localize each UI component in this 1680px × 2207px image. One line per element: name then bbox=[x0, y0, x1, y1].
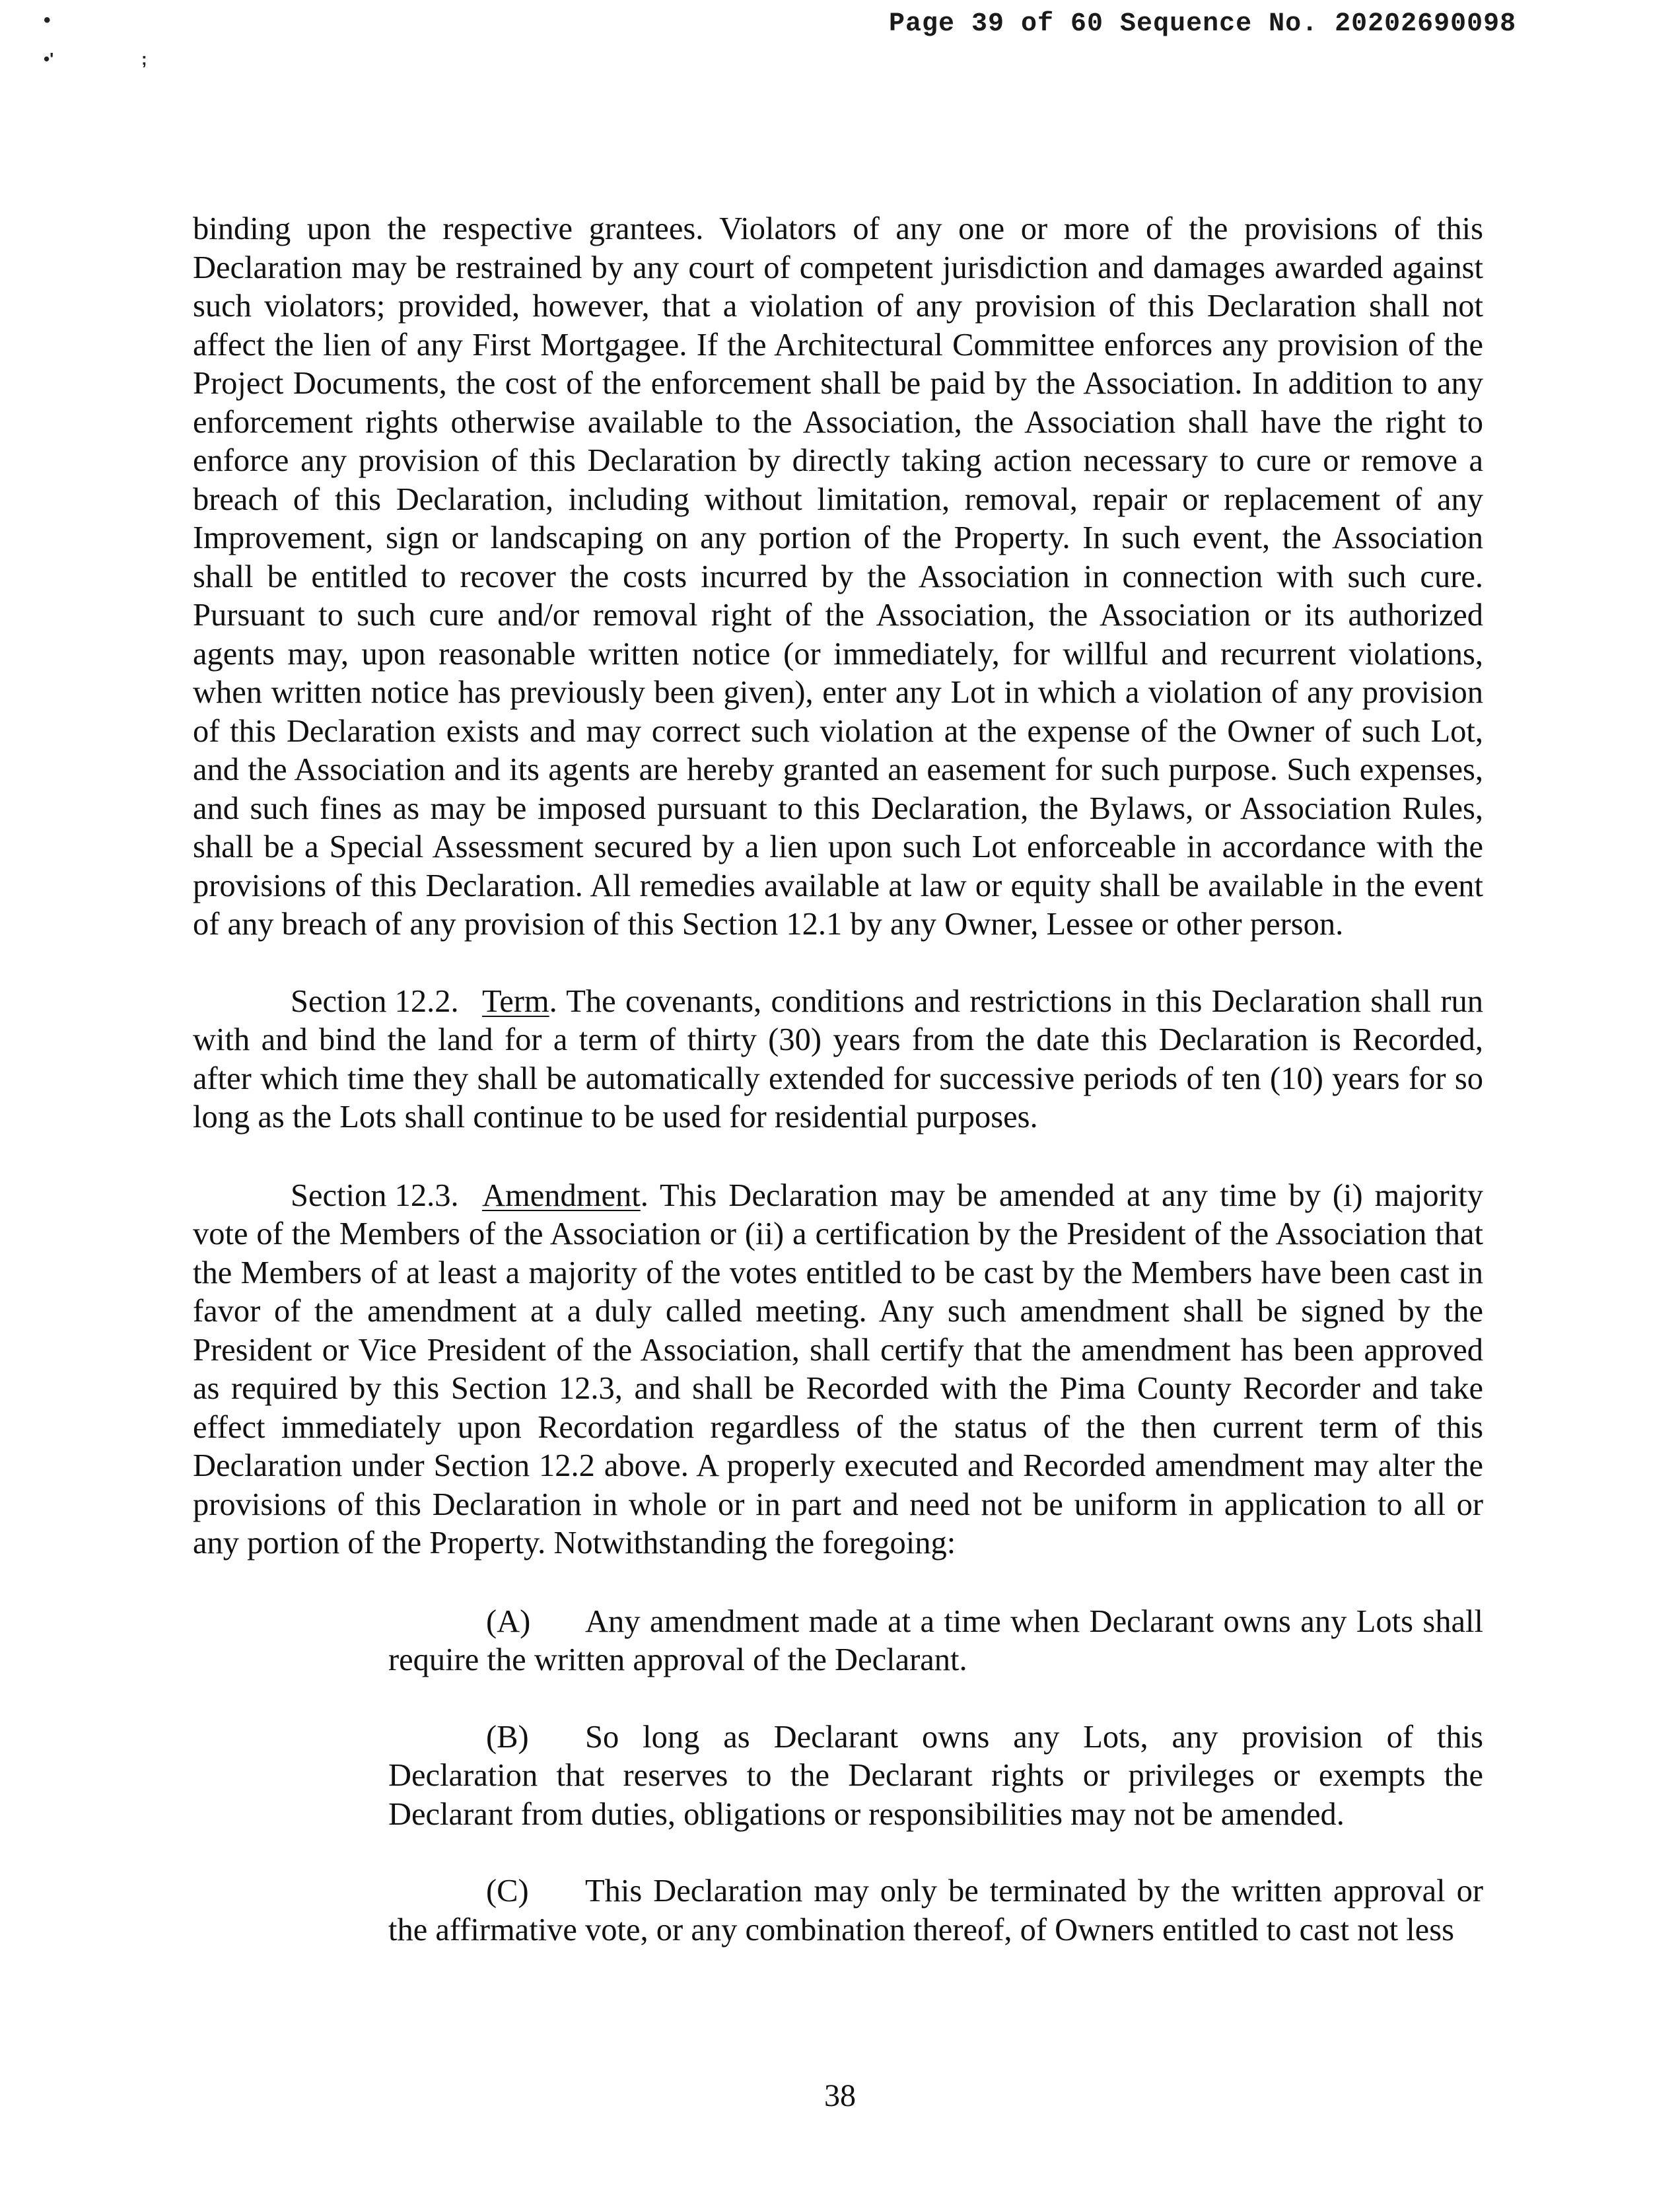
section-heading: Term bbox=[482, 983, 549, 1019]
subparagraph-label: (C) bbox=[486, 1874, 529, 1909]
page-sequence-stamp: Page 39 of 60 Sequence No. 20202690098 bbox=[889, 9, 1517, 39]
scan-mark: ; bbox=[141, 49, 147, 69]
section-number: Section 12.3. bbox=[291, 1177, 459, 1213]
subparagraph-c bbox=[388, 1872, 1483, 1949]
subparagraph-text: This Declaration may only be terminated by the written approval or the affirmative vote, or any combination thereof, of Owners entitled to cast not less bbox=[388, 1874, 1483, 1947]
section-number: Section 12.2. bbox=[291, 983, 459, 1019]
subparagraph-label: (B) bbox=[486, 1719, 529, 1755]
paragraph-enforcement-continued: binding upon the respective grantees. Violators of any one or more of the provisions of this Declaration may be restrained by any court of competent jurisdiction and damages awarded against such violators; provided, however, that a violation of any provision of this Declaration shall not affect the lien of any First Mortgagee. If the Architectural Committee enforces any provision of the Project Documents, the cost of the enforcement shall be paid by the Association. In addition to any enforcement rights otherwise available to the Association, the Association shall have the right to enforce any provision of this Declaration by directly taking action necessary to cure or remove a breach of this Declaration, including without limitation, removal, repair or replacement of any Improvement, sign or landscaping on any portion of the Property. In such event, the Association shall be entitled to recover the costs incurred by the Association in connection with such cure. Pursuant to such cure and/or removal right of the Association, the Association or its authorized agents may, upon reasonable written notice (or immediately, for willful and recurrent violations, when written notice has previously been given), enter any Lot in which a violation of any provision of this Declaration exists and may correct such violation at the expense of the Owner of such Lot, and the Association and its agents are hereby granted an easement for such purpose. Such expenses, and such fines as may be imposed pursuant to this Declaration, the Bylaws, or Association Rules, shall be a Special Assessment secured by a lien upon such Lot enforceable in accordance with the provisions of this Declaration. All remedies available at law or equity shall be available in the event of any breach of any provision of this Section 12.1 by any Owner, Lessee or other person. bbox=[193, 211, 1483, 942]
subparagraph-text: So long as Declarant owns any Lots, any provision of this Declaration that reserves to the Declarant rights or privileges or exempts the Declarant from duties, obligations or responsibilities may not be amended. bbox=[388, 1719, 1483, 1832]
section-12-2 bbox=[193, 983, 1483, 1137]
subparagraph-b bbox=[388, 1718, 1483, 1835]
section-text: . The covenants, conditions and restrictions in this Declaration shall run with and bind the land for a term of thirty (30) years from the date this Declaration is Recorded, after which time they shall be automatically extended for successive periods of ten (10) years for so long as the Lots shall continue to be used for residential purposes. bbox=[193, 983, 1483, 1135]
section-heading: Amendment bbox=[482, 1177, 641, 1213]
document-body bbox=[193, 210, 1483, 1988]
subparagraph-a bbox=[388, 1603, 1483, 1680]
subparagraph-text: Any amendment made at a time when Declarant owns any Lots shall require the written approval of the Declarant. bbox=[388, 1603, 1483, 1677]
section-12-3 bbox=[193, 1177, 1483, 1563]
scan-mark: • bbox=[44, 9, 51, 31]
section-text: . This Declaration may be amended at any time by (i) majority vote of the Members of the Association or (ii) a certification by the President of the Association that the Members of at least a majority of the votes entitled to be cast by the Members have been cast in favor of the amendment at a duly called meeting. Any such amendment shall be signed by the President or Vice President of the Association, shall certify that the amendment has been approved as required by this Section 12.3, and shall be Recorded with the Pima County Recorder and take effect immediately upon Recordation regardless of the status of the then current term of this Declaration under Section 12.2 above. A properly executed and Recorded amendment may alter the provisions of this Declaration in whole or in part and need not be uniform in application to all or any portion of the Property. Notwithstanding the foregoing: bbox=[193, 1177, 1483, 1560]
scan-mark: •' bbox=[44, 49, 54, 69]
subparagraph-label: (A) bbox=[486, 1603, 531, 1639]
page-number: 38 bbox=[824, 2078, 856, 2113]
